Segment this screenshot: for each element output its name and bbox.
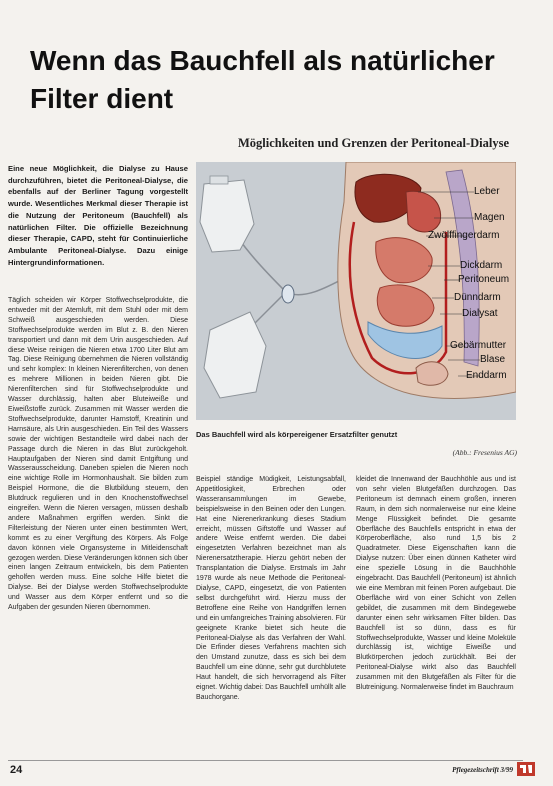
body-column-1 (8, 296, 188, 762)
lead-paragraph: Eine neue Möglichkeit, die Dialyse zu Hause durchzuführen, bietet die Peritoneal-Dialyse, die ebenfalls auf der Berliner Tagung vorgestellt wurde. Wesentliches Merkmal dieser Therapie ist die Nutzung der Peritoneum (Bauchfell) als natürlichen Filter. Die offizielle Bezeichnung dieser Therapie, CAPD, steht für Continuierliche Ambulante Peritoneal-Dialyse. Dazu einige Hintergrundinformationen. (8, 164, 188, 267)
label-gebaermutter: Gebärmutter (450, 340, 507, 351)
label-dickdarm: Dickdarm (460, 260, 503, 271)
anatomy-figure (196, 162, 516, 420)
title-line-2: Filter dient (30, 83, 174, 114)
body-column-2 (196, 475, 346, 765)
journal-logo-icon (517, 762, 535, 776)
figure-credit: (Abb.: Fresenius AG) (452, 448, 517, 457)
article-subtitle: Möglichkeiten und Grenzen der Peritoneal-Dialyse (237, 136, 509, 150)
body-column-3 (356, 475, 516, 765)
label-magen: Magen (474, 212, 505, 223)
journal-name: Pflegezeitschrift 3/99 (452, 766, 513, 774)
column-1-text: Täglich scheiden wir Körper Stoffwechselprodukte, die entweder mit der Atemluft, mit dem Stuhl oder mit dem Schweiß ausgeschieden werden. Diese Stoffwechselprodukte werden im Blut z. B. den Nieren transportiert und dann mit dem Urin ausgeschieden. Auf diese Weise reinigen die Nieren etwa 1700 Liter Blut am Tag. Diese Reinigung übernehmen die Nieren vollständig und sehr komplex: In kleinen Nierenfilterchen, von denen es mehrere Millionen in beiden Nieren gibt. Die Nierenfilterchen sind für Stoffwechselprodukte und Wasser durchlässig, halten aber Bluteiweiße und Eiweißstoffe zurück. Zusammen mit Wasser werden die Stoffwechselprodukte, darunter Harnstoff, Kreatinin und Harnsäure, als Urin ausgeschieden. Ein Teil des Wassers sowie der wichtigen Bestandteile wird dabei nach der Passage durch die Nieren in das Blut zurückgeholt. Hauptaufgaben der Nieren sind damit Entgiftung und Wasserausscheidung. Daneben spielen die Nieren noch eine wichtige Rolle im Hormonhaushalt. Sie bilden zum Beispiel Hormone, die die Blutbildung steuern, den Blutdruck regulieren und in den Knochenstoffwechsel eingreifen. Wenn die Nieren versagen, müssen deshalb andere Maßnahmen ergriffen werden. Sinkt die Filterleistung der Nieren unter einen bestimmten Wert, kommt es zu einer Vergiftung des Körpers. Als Folge davon können viele Organsysteme in Mitleidenschaft gezogen werden. Diese Veränderungen können sich über einen langen Zeitraum entwickeln, bis dem Patienten geholfen werden muss. Eine solche Hilfe bietet die Dialyse. Bei der Dialyse werden Stoffwechselprodukte und Wasser aus dem Körper entfernt und so die Aufgaben der gesunden Nieren übernommen. (8, 297, 188, 612)
label-blase: Blase (480, 354, 506, 365)
label-peritoneum: Peritoneum (458, 274, 510, 285)
label-dialysat: Dialysat (462, 308, 498, 319)
article-title (30, 42, 495, 118)
page-number: 24 (10, 764, 23, 776)
label-enddarm: Enddarm (466, 370, 507, 381)
column-3-text: kleidet die Innenwand der Bauchhöhle aus und ist von sehr vielen Blutgefäßen durchzogen. Das Peritoneum ist demnach einem großen, inneren Raum, in dem sich normalerweise nur eine kleine Menge Flüssigkeit befindet. Die gesamte Oberfläche des Bauchfells entspricht in etwa der Körperoberfläche, also rund 1,5 bis 2 Quadratmeter. Diese Eigenschaften kann die Dialyse nutzen: Über einen dünnen Katheter wird eine spezielle Lösung in die Bauchhöhle eingebracht. Das Bauchfell (Peritoneum) ist ähnlich wie eine Membran mit feinen Poren aufgebaut. Die Oberfläche wird von einer Schicht von Zellen gebildet, die zusammen mit dem Bindegewebe darunter einen sehr wirksamen Filter bilden. Das Bauchfell ist so dünn, dass es für Stoffwechselprodukte, Wasser und kleine Moleküle durchlässig ist, wichtige Eiweiße und Blutkörperchen jedoch zurückhält. Bei der Peritoneal-Dialyse wirkt also das Bauchfell zusammen mit den Blutgefäßen als Filter für die Blutreinigung. Normalerweise findet im Bauchraum (356, 476, 516, 692)
label-zwoelffingerdarm: Zwölffingerdarm (428, 230, 500, 241)
label-leber: Leber (474, 186, 500, 197)
column-2-text: Beispiel ständige Müdigkeit, Leistungsabfall, Appetitlosigkeit, Erbrechen oder Wasseransammlungen im Gewebe, beispielsweise in den Beinen oder den Lungen. Hat eine Nierenerkrankung dieses Stadium erreicht, müssen Giftstoffe und Wasser auf andere Weise entfernt werden. Die dabei eingesetzten Verfahren bezeichnet man als Nierenersatztherapie. Hierzu gehört neben der Transplantation die Dialyse. Erstmals im Jahr 1978 wurde als neue Methode die Peritoneal-Dialyse, CAPD, eingesetzt, die von Patienten selbst durchgeführt wird. Hierzu muss der Betroffene eine Reihe von Handgriffen lernen und ein umfangreiches Training absolvieren. Für geeignete Kranke bietet sich heute die Peritoneal-Dialyse als das Verfahren der Wahl. Die Erfinder dieses Verfahrens machten sich den Umstand zunutze, dass es sich bei dem Bauchfell um eine dünne, sehr gut durchblutete Haut handelt, die sich hervorragend als Filter eignet. Wichtig dabei: Das Bauchfell umhüllt alle Bauchorgane. (196, 476, 346, 701)
footer-rule (8, 760, 523, 761)
title-line-1: Wenn das Bauchfell als natürlicher (30, 45, 495, 76)
label-duenndarm: Dünndarm (454, 292, 501, 303)
anatomy-illustration (196, 162, 516, 420)
figure-caption: Das Bauchfell wird als körpereigener Ersatzfilter genutzt (196, 430, 398, 439)
